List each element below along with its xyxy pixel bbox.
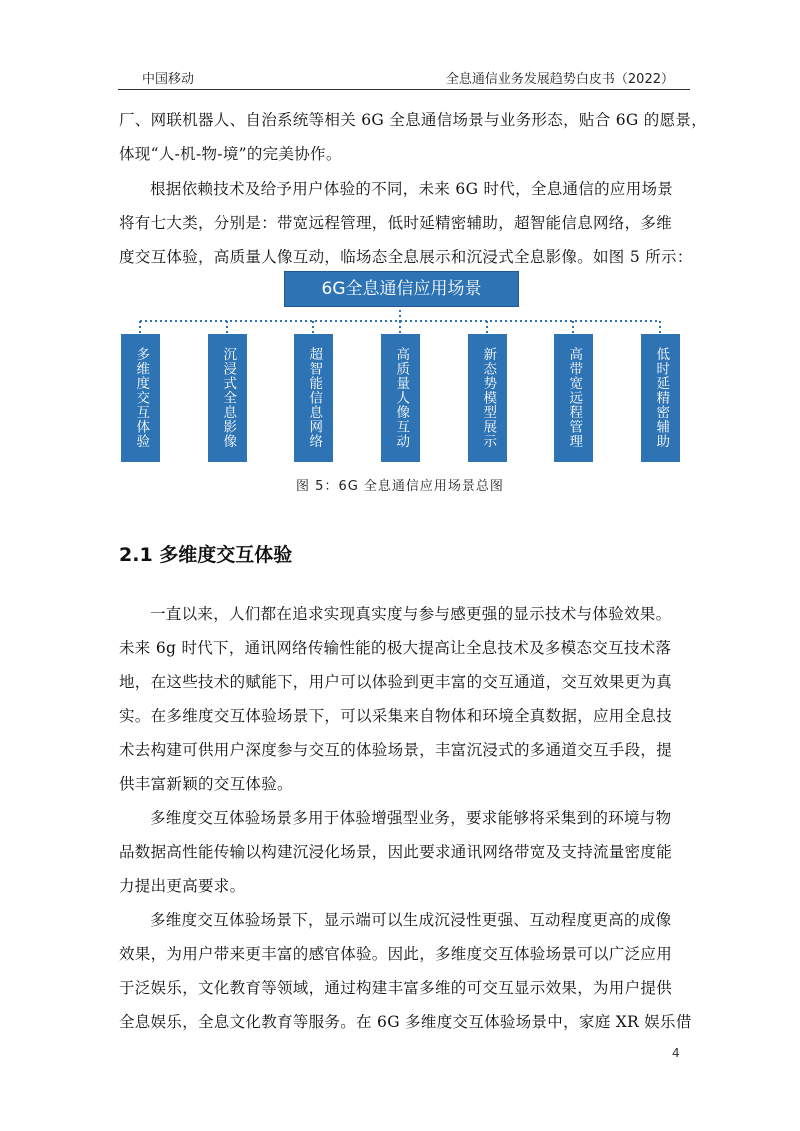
text-line: 术去构建可供用户深度参与交互的体验场景，丰富沉浸式的多通道交互手段，提: [119, 741, 673, 759]
text-line: 实。在多维度交互体验场景下，可以采集来自物体和环境全真数据，应用全息技: [119, 707, 673, 725]
text-line: 度交互体验，高质量人像互动，临场态全息展示和沉浸式全息影像。如图 5 所示：: [119, 248, 693, 266]
text-line: 厂、网联机器人、自治系统等相关 6G 全息通信场景与业务形态，贴合 6G 的愿景，: [119, 111, 707, 129]
paragraph-interaction: [119, 597, 679, 801]
text-line: 地，在这些技术的赋能下，用户可以体验到更丰富的交互通道，交互效果更为真: [119, 673, 673, 691]
text-line: 品数据高性能传输以构建沉浸化场景，因此要求通讯网络带宽及支持流量密度能: [119, 843, 673, 861]
text-line: 一直以来，人们都在追求实现真实度与参与感更强的显示技术与体验效果。: [150, 605, 672, 623]
figure-caption: 图 5：6G 全息通信应用场景总图: [296, 479, 504, 494]
scenario-box-remote-management: 高带宽远程管理: [554, 334, 593, 462]
text-line: 根据依赖技术及给予用户体验的不同，未来 6G 时代，全息通信的应用场景: [150, 180, 674, 198]
paragraph-intro-cont: [119, 103, 707, 171]
text-line: 力提出更高要求。: [119, 877, 246, 895]
text-line: 体现“人-机-物-境”的完美协作。: [119, 145, 342, 163]
text-line: 供丰富新颖的交互体验。: [119, 775, 293, 793]
text-line: 多维度交互体验场景多用于体验增强型业务，要求能够将采集到的环境与物: [150, 809, 672, 827]
paragraph-applications: [119, 903, 692, 1039]
header-divider: [118, 89, 690, 90]
text-line: 全息娱乐，全息文化教育等服务。在 6G 多维度交互体验场景中，家庭 XR 娱乐借: [119, 1013, 692, 1031]
scenario-box-multidimensional: 多维度交互体验: [121, 334, 160, 462]
text-line: 未来 6g 时代下，通讯网络传输性能的极大提高让全息技术及多模态交互技术落: [119, 639, 672, 657]
page-header: [118, 66, 690, 90]
scenario-box-immersive: 沉浸式全息影像: [208, 334, 247, 462]
paragraph-scenarios: [119, 172, 693, 274]
scenario-box-intelligent-network: 超智能信息网络: [294, 334, 333, 462]
text-line: 于泛娱乐，文化教育等领域，通过构建丰富多维的可交互显示效果，为用户提供: [119, 979, 673, 997]
page-number: 4: [672, 1046, 680, 1060]
section-heading: 2.1 多维度交互体验: [119, 544, 293, 566]
header-org: 中国移动: [142, 72, 195, 87]
diagram-title: 6G全息通信应用场景: [284, 271, 519, 307]
scenario-box-model-display: 新态势模型展示: [468, 334, 507, 462]
scenario-box-portrait: 高质量人像互动: [381, 334, 420, 462]
text-line: 多维度交互体验场景下，显示端可以生成沉浸性更强、互动程度更高的成像: [150, 911, 672, 929]
text-line: 将有七大类，分别是：带宽远程管理，低时延精密辅助，超智能信息网络，多维: [119, 214, 673, 232]
scenario-box-low-latency: 低时延精密辅助: [641, 334, 680, 462]
scenario-diagram: [118, 271, 682, 471]
header-doc-title: 全息通信业务发展趋势白皮书（2022）: [445, 72, 674, 87]
paragraph-bandwidth: [119, 801, 679, 903]
text-line: 效果，为用户带来更丰富的感官体验。因此，多维度交互体验场景可以广泛应用: [119, 945, 673, 963]
